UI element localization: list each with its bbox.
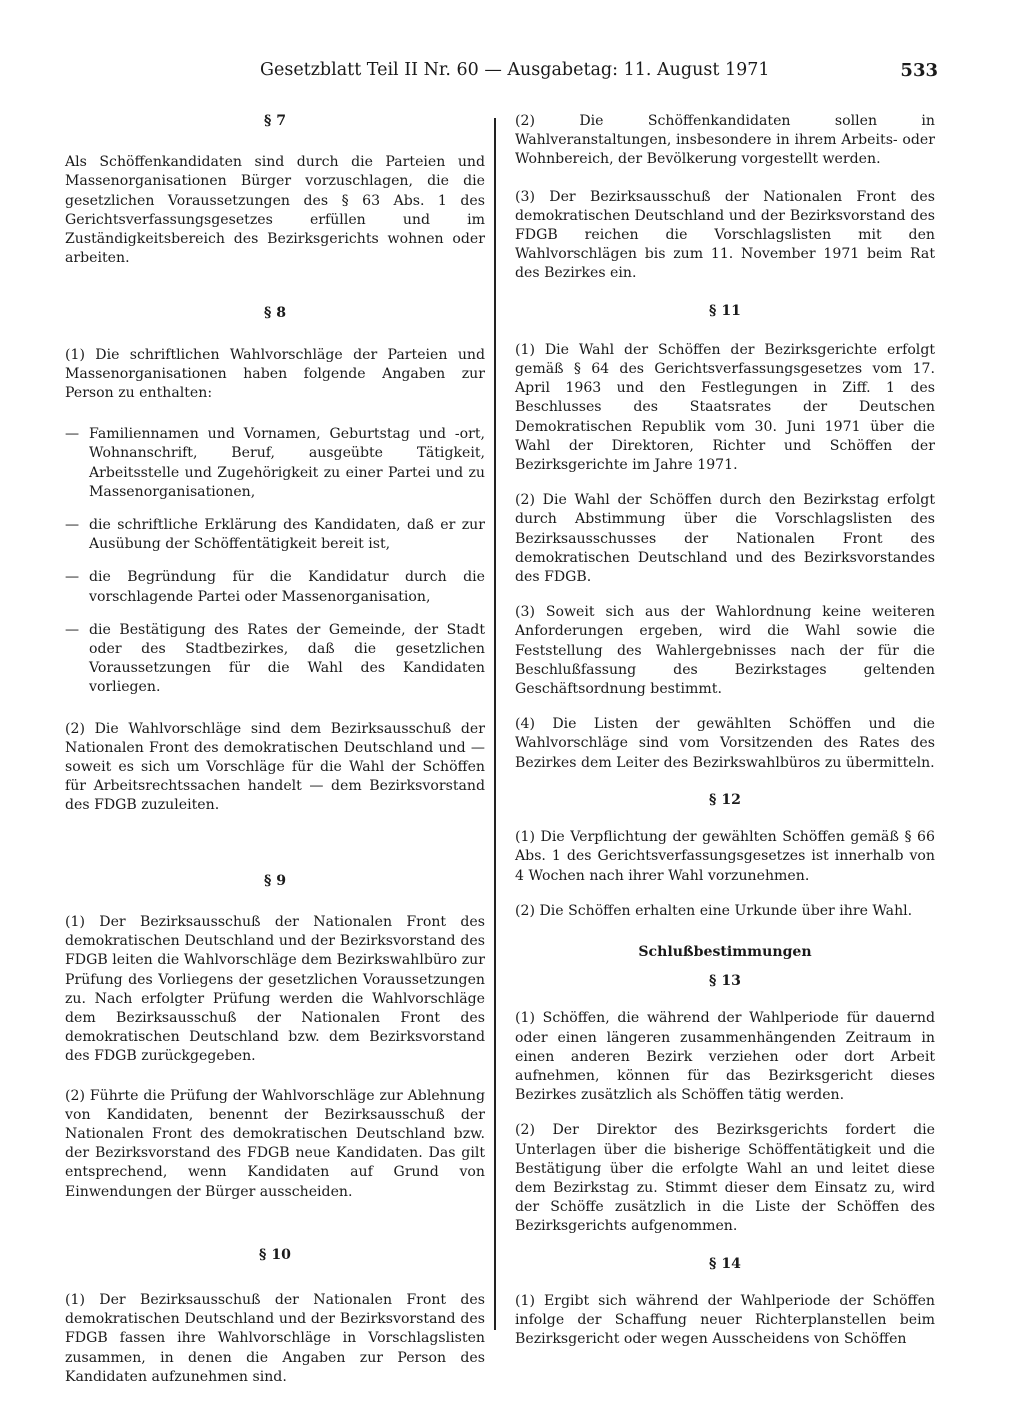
section-10-heading: § 10 — [259, 1246, 291, 1263]
section-14-heading: § 14 — [709, 1255, 741, 1272]
list-item — [65, 621, 485, 698]
section-10-para-3: (3) Der Bezirksausschuß der Nationalen Front des demokratischen Deutschland und der Bezirksvorstand des FDGB reichen die Vorschlagslisten mit den Wahlvorschlägen bis zum 11. November 1971 beim Rat des Bezirkes ein. — [515, 188, 935, 282]
section-9-heading: § 9 — [263, 872, 287, 889]
section-12-para-1: (1) Die Verpflichtung der gewählten Schöffen gemäß § 66 Abs. 1 des Gerichtsverfassungsgesetzes ist innerhalb von 4 Wochen nach ihrer Wahl vorzunehmen. — [515, 829, 935, 884]
list-item — [65, 425, 485, 502]
section-11-para-1: (1) Die Wahl der Schöffen der Bezirksgerichte erfolgt gemäß § 64 des Gerichtsverfassungsgesetzes vom 17. April 1963 und den Festlegungen in Ziff. 1 des Beschlusses des Staatsrates der Deutschen Demokratischen Republik vom 30. Juni 1971 über die Wahl der Direktoren, Richter und Schöffen der Bezirksgerichte im Jahre 1971. — [515, 341, 935, 474]
closing-provisions-heading: Schlußbestimmungen — [638, 943, 812, 960]
list-item-text: die schriftliche Erklärung des Kandidaten, daß er zur Ausübung der Schöffentätigkeit bereit ist, — [89, 517, 485, 553]
section-13-para-2: (2) Der Direktor des Bezirksgerichts fordert die Unterlagen über die bisherige Schöffentätigkeit und die Bestätigung über die erfolgte Wahl an und leitet diese dem Bezirkstag zu. Stimmt dieser dem Einsatz zu, wird der Schöffe zusätzlich in die Liste der Schöffen des Bezirksgerichts aufgenommen. — [515, 1122, 935, 1235]
section-8-heading: § 8 — [263, 305, 287, 322]
right-column — [515, 112, 935, 1349]
section-8-intro: (1) Die schriftlichen Wahlvorschläge der Parteien und Massenorganisationen haben folgende Angaben zur Person zu enthalten: — [65, 346, 485, 402]
section-10-para-2: (2) Die Schöffenkandidaten sollen in Wahlveranstaltungen, insbesondere in ihrem Arbeits- oder Wohnbereich, der Bevölkerung vorgestellt werden. — [515, 113, 935, 168]
section-13-heading: § 13 — [709, 973, 741, 990]
section-7-heading: § 7 — [263, 113, 287, 129]
section-12-para-2: (2) Die Schöffen erhalten eine Urkunde über ihre Wahl. — [515, 902, 913, 919]
dash-bullet: — — [65, 426, 80, 443]
dash-bullet: — — [65, 569, 80, 586]
dash-bullet: — — [65, 621, 80, 638]
section-11-para-3: (3) Soweit sich aus der Wahlordnung keine weiteren Anforderungen ergeben, wird die Wahl sowie die Feststellung des Wahlergebnisses nach der für die Beschlußfassung des Bezirkstages geltenden Geschäftsordnung bestimmt. — [515, 604, 935, 698]
section-14-para-1: (1) Ergibt sich während der Wahlperiode der Schöffen infolge der Schaffung neuer Richterplanstellen beim Bezirksgericht oder wegen Ausscheidens von Schöffen — [515, 1292, 935, 1348]
section-13-para-1: (1) Schöffen, die während der Wahlperiode für dauernd oder einen längeren zusammenhängenden Zeitraum in einen anderen Bezirk verziehen oder dort Arbeit aufnehmen, können für das Bezirksgericht dieses Bezirkes zusätzlich als Schöffen tätig werden. — [515, 1010, 935, 1104]
section-11-heading: § 11 — [709, 302, 741, 319]
section-11-para-2: (2) Die Wahl der Schöffen durch den Bezirkstag erfolgt durch Abstimmung über die Vorschlagslisten des Bezirksausschusses der Nationalen Front des demokratischen Deutschland und des Bezirksvorstandes des FDGB. — [515, 492, 935, 586]
list-item — [65, 516, 485, 554]
list-item — [65, 568, 485, 606]
page-number: 533 — [900, 60, 938, 81]
list-item-text: die Begründung für die Kandidatur durch die vorschlagende Partei oder Massenorganisation, — [89, 569, 485, 605]
list-item-text: Familiennamen und Vornamen, Geburtstag und -ort, Wohnanschrift, Beruf, ausgeübte Tätigkeit, Arbeitsstelle und Zugehörigkeit zu einer Partei und zu Massenorganisationen, — [89, 426, 485, 500]
column-divider — [494, 118, 496, 1330]
section-12-heading: § 12 — [709, 791, 741, 808]
list-item-text: die Bestätigung des Rates der Gemeinde, der Stadt oder des Stadtbezirkes, daß die gesetzlichen Voraussetzungen für die Wahl des Kandidaten vorliegen. — [89, 621, 485, 696]
header-title: Gesetzblatt Teil II Nr. 60 — Ausgabetag: 11. August 1971 — [260, 60, 770, 80]
section-10-para-1: (1) Der Bezirksausschuß der Nationalen Front des demokratischen Deutschland und der Bezirksvorstand des FDGB fassen ihre Wahlvorschläge in Vorschlagslisten zusammen, in denen die Angaben zur Person des Kandidaten aufzunehmen sind. — [65, 1291, 485, 1385]
section-8-para-2: (2) Die Wahlvorschläge sind dem Bezirksausschuß der Nationalen Front des demokratischen Deutschland und — soweit es sich um Vorschläge für die Wahl der Schöffen für Arbeitsrechtssachen handelt — dem Bezirksvorstand des FDGB zuzuleiten. — [65, 720, 485, 814]
dash-bullet: — — [65, 517, 80, 534]
left-column — [65, 112, 485, 1387]
page-header — [60, 58, 938, 88]
section-7-text: Als Schöffenkandidaten sind durch die Parteien und Massenorganisationen Bürger vorzuschlagen, die die gesetzlichen Voraussetzungen des § 63 Abs. 1 des Gerichtsverfassungsgesetzes erfüllen und im Zuständigkeitsbereich des Bezirksgerichts wohnen oder arbeiten. — [65, 154, 485, 267]
section-9-para-2: (2) Führte die Prüfung der Wahlvorschläge zur Ablehnung von Kandidaten, benennt der Bezirksausschuß der Nationalen Front des demokratischen Deutschland bzw. der Bezirksvorstand des FDGB neue Kandidaten. Das gilt entsprechend, wenn Kandidaten auf Grund von Einwendungen der Bürger ausscheiden. — [65, 1087, 485, 1200]
section-9-para-1: (1) Der Bezirksausschuß der Nationalen Front des demokratischen Deutschland und der Bezirksvorstand des FDGB leiten die Wahlvorschläge dem Bezirkswahlbüro zur Prüfung des Vorliegens der gesetzlichen Voraussetzungen zu. Nach erfolgter Prüfung werden die Wahlvorschläge dem Bezirksausschuß der Nationalen Front des demokratischen Deutschland bzw. dem Bezirksvorstand des FDGB zurückgegeben. — [65, 913, 485, 1065]
section-11-para-4: (4) Die Listen der gewählten Schöffen und die Wahlvorschläge sind vom Vorsitzenden des Rates des Bezirkes dem Leiter des Bezirkswahlbüros zu übermitteln. — [515, 716, 935, 771]
